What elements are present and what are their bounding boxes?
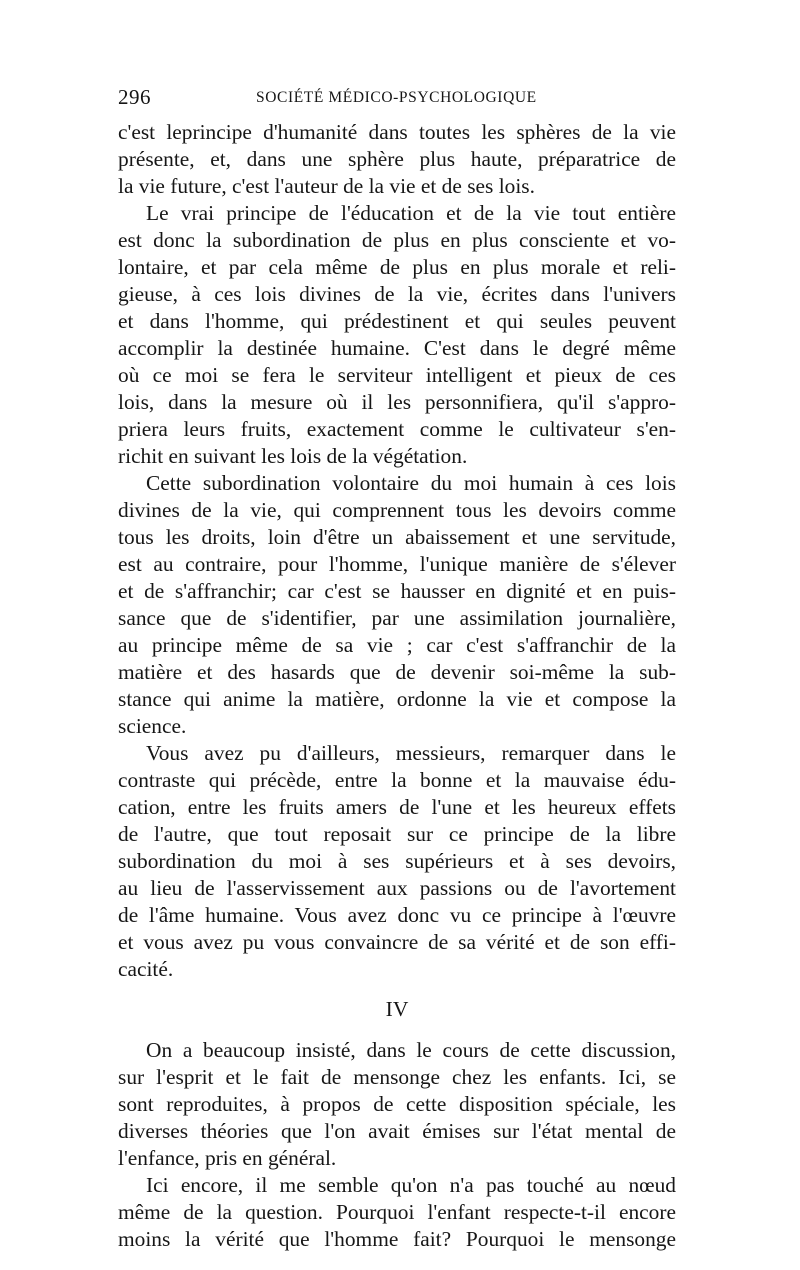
text-line: tous les droits, loin d'être un abaissement et une servitude, xyxy=(118,525,676,549)
text-line: sur l'esprit et le fait de mensonge chez les enfants. Ici, se xyxy=(118,1065,676,1089)
book-page xyxy=(118,85,676,1253)
text-line: richit en suivant les lois de la végétation. xyxy=(118,444,468,468)
text-line: et de s'affranchir; car c'est se hausser en dignité et en puis- xyxy=(118,579,676,603)
text-line: de l'âme humaine. Vous avez donc vu ce principe à l'œuvre xyxy=(118,903,676,927)
section-heading: IV xyxy=(385,997,409,1021)
text-line: diverses théories que l'on avait émises sur l'état mental de xyxy=(118,1119,676,1143)
text-line: sont reproduites, à propos de cette disposition spéciale, les xyxy=(118,1092,676,1116)
text-line: présente, et, dans une sphère plus haute, préparatrice de xyxy=(118,147,676,171)
text-line: et vous avez pu vous convaincre de sa vérité et de son effi- xyxy=(118,930,676,954)
text-line: subordination du moi à ses supérieurs et à ses devoirs, xyxy=(118,849,676,873)
running-head xyxy=(118,85,676,119)
text-line: est au contraire, pour l'homme, l'unique manière de s'élever xyxy=(118,552,676,576)
text-line: lontaire, et par cela même de plus en plus morale et reli- xyxy=(118,255,676,279)
text-line: Vous avez pu d'ailleurs, messieurs, remarquer dans le xyxy=(146,741,676,765)
text-line: même de la question. Pourquoi l'enfant respecte-t-il encore xyxy=(118,1200,676,1224)
text-line: divines de la vie, qui comprennent tous les devoirs comme xyxy=(118,498,676,522)
text-line: priera leurs fruits, exactement comme le cultivateur s'en- xyxy=(118,417,676,441)
text-line: sance que de s'identifier, par une assimilation journalière, xyxy=(118,606,676,630)
text-line: stance qui anime la matière, ordonne la vie et compose la xyxy=(118,687,676,711)
text-line: Cette subordination volontaire du moi humain à ces lois xyxy=(146,471,676,495)
text-line: matière et des hasards que de devenir soi-même la sub- xyxy=(118,660,676,684)
text-line: accomplir la destinée humaine. C'est dans le degré même xyxy=(118,336,676,360)
text-line: cation, entre les fruits amers de l'une et les heureux effets xyxy=(118,795,676,819)
text-line: de l'autre, que tout reposait sur ce principe de la libre xyxy=(118,822,676,846)
text-line: Ici encore, il me semble qu'on n'a pas touché au nœud xyxy=(146,1173,676,1197)
text-line: gieuse, à ces lois divines de la vie, écrites dans l'univers xyxy=(118,282,676,306)
text-line: Le vrai principe de l'éducation et de la vie tout entière xyxy=(146,201,676,225)
text-line: moins la vérité que l'homme fait? Pourquoi le mensonge xyxy=(118,1227,676,1251)
text-line: c'est leprincipe d'humanité dans toutes les sphères de la vie xyxy=(118,120,676,144)
body-text xyxy=(118,119,676,1253)
text-line: On a beaucoup insisté, dans le cours de cette discussion, xyxy=(146,1038,676,1062)
text-line: au lieu de l'asservissement aux passions ou de l'avortement xyxy=(118,876,676,900)
text-line: lois, dans la mesure où il les personnifiera, qu'il s'appro- xyxy=(118,390,676,414)
text-line: au principe même de sa vie ; car c'est s'affranchir de la xyxy=(118,633,676,657)
text-line: est donc la subordination de plus en plus consciente et vo- xyxy=(118,228,676,252)
text-line: contraste qui précède, entre la bonne et la mauvaise édu- xyxy=(118,768,676,792)
text-line: où ce moi se fera le serviteur intelligent et pieux de ces xyxy=(118,363,676,387)
text-line: science. xyxy=(118,714,187,738)
text-line: cacité. xyxy=(118,957,174,981)
text-line: la vie future, c'est l'auteur de la vie et de ses lois. xyxy=(118,174,535,198)
text-line: et dans l'homme, qui prédestinent et qui seules peuvent xyxy=(118,309,676,333)
page-number: 296 xyxy=(118,85,151,109)
text-line: l'enfance, pris en général. xyxy=(118,1146,337,1170)
journal-title: SOCIÉTÉ MÉDICO-PSYCHOLOGIQUE xyxy=(256,89,537,106)
